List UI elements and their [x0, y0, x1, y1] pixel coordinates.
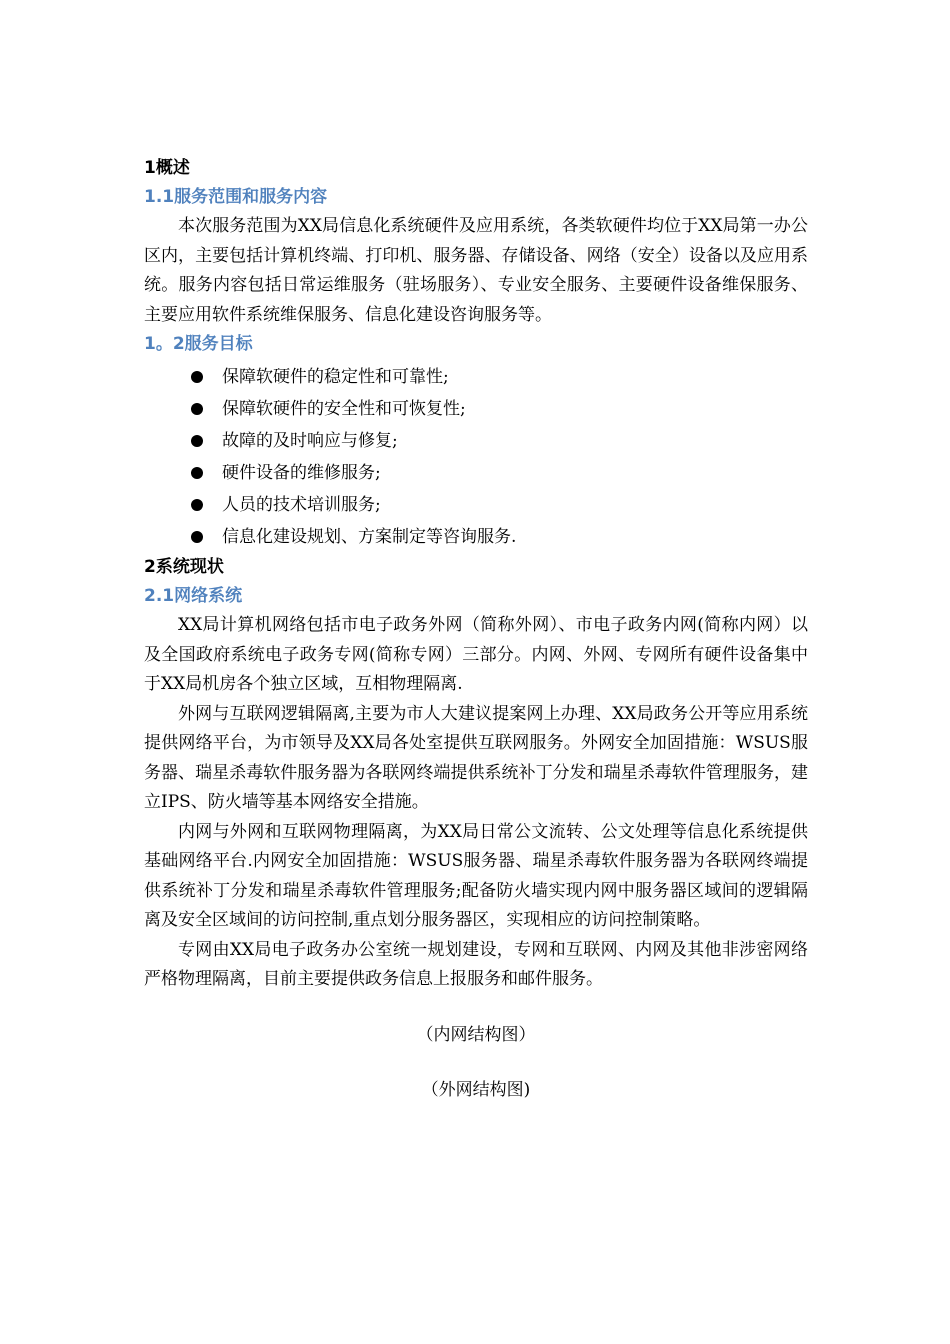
bullet-icon [191, 467, 203, 479]
bullet-icon [191, 499, 203, 511]
caption-external-network-diagram: （外网结构图) [421, 1080, 531, 1100]
bullet-icon [191, 403, 203, 415]
list-item: 信息化建设规划、方案制定等咨询服务. [144, 521, 808, 553]
paragraph-internal-network: 内网与外网和互联网物理隔离，为XX局日常公文流转、公文处理等信息化系统提供基础网络平台.内网安全加固措施：WSUS服务器、瑞星杀毒软件服务器为各联网终端提供系统补丁分发和瑞星杀毒软件管理服务;配备防火墙实现内网中服务器区域间的逻辑隔离及安全区域间的访问控制,重点划分服务器区，实现相应的访问控制策略。 [144, 821, 808, 930]
heading-2-1-network-system: 2.1网络系统 [144, 586, 243, 606]
caption-internal-network-diagram: （内网结构图） [416, 1024, 536, 1045]
document-body [144, 154, 808, 1106]
paragraph-external-network: 外网与互联网逻辑隔离,主要为市人大建议提案网上办理、XX局政务公开等应用系统提供网络平台，为市领导及XX局各处室提供互联网服务。外网安全加固措施：WSUS服务器、瑞星杀毒软件服务器为各联网终端提供系统补丁分发和瑞星杀毒软件管理服务，建立IPS、防火墙等基本网络安全措施。 [144, 703, 808, 812]
bullet-icon [191, 371, 203, 383]
heading-1-overview: 1概述 [144, 158, 190, 178]
list-item: 保障软硬件的安全性和可恢复性; [144, 393, 808, 425]
list-item: 故障的及时响应与修复; [144, 425, 808, 457]
paragraph-network-overview: XX局计算机网络包括市电子政务外网（简称外网）、市电子政务内网(简称内网）以及全国政府系统电子政务专网(简称专网）三部分。内网、外网、专网所有硬件设备集中于XX局机房各个独立区域，互相物理隔离. [144, 615, 808, 694]
bullet-icon [191, 435, 203, 447]
heading-2-system-status: 2系统现状 [144, 557, 224, 577]
paragraph-service-scope: 本次服务范围为XX局信息化系统硬件及应用系统，各类软硬件均位于XX局第一办公区内，主要包括计算机终端、打印机、服务器、存储设备、网络（安全）设备以及应用系统。服务内容包括日常运维服务（驻场服务）、专业安全服务、主要硬件设备维保服务、主要应用软件系统维保服务、信息化建设咨询服务等。 [144, 216, 808, 325]
list-item: 保障软硬件的稳定性和可靠性; [144, 361, 808, 393]
goals-list [144, 361, 808, 553]
paragraph-private-network: 专网由XX局电子政务办公室统一规划建设，专网和互联网、内网及其他非涉密网络严格物理隔离，目前主要提供政务信息上报服务和邮件服务。 [144, 939, 808, 989]
list-item: 人员的技术培训服务; [144, 489, 808, 521]
bullet-icon [191, 531, 203, 543]
heading-1-2-service-goals: 1。2服务目标 [144, 334, 253, 354]
heading-1-1-service-scope: 1.1服务范围和服务内容 [144, 187, 328, 207]
list-item: 硬件设备的维修服务; [144, 457, 808, 489]
